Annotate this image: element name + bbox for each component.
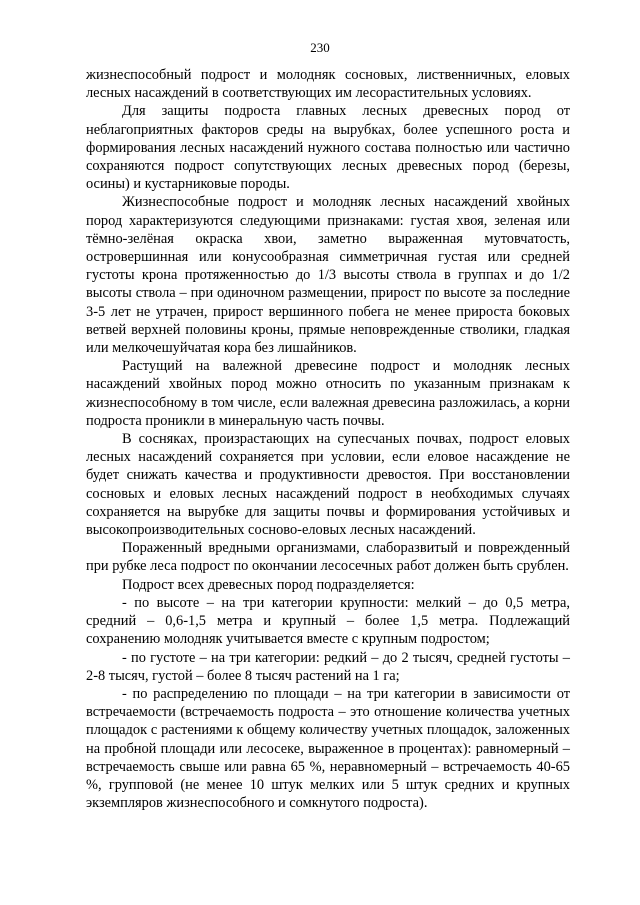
paragraph: Жизнеспособные подрост и молодняк лесных насаждений хвойных пород характеризуются следующими признаками: густая хвоя, зеленая или тёмно-зелёная окраска хвои, заметно выраженная мутовчатость, островершинная или конусообразная симметричная густая или средней густоты крона протяженностью до 1/3 высоты ствола в группах и до 1/2 высоты ствола – при одиночном размещении, прирост по высоте за последние 3-5 лет не утрачен, прирост вершинного побега не менее прироста боковых ветвей верхней половины кроны, прямые неповрежденные стволики, гладкая или мелкочешуйчатая кора без лишайников.	[86, 194, 570, 357]
paragraph: Пораженный вредными организмами, слаборазвитый и поврежденный при рубке леса подрост по окончании лесосечных работ должен быть срублен.	[86, 540, 570, 575]
paragraph: жизнеспособный подрост и молодняк сосновых, лиственничных, еловых лесных насаждений в соответствующих им лесорастительных условиях.	[86, 67, 570, 102]
list-item: - по высоте – на три категории крупности: мелкий – до 0,5 метра, средний – 0,6-1,5 метра и крупный – более 1,5 метра. Подлежащий сохранению молодняк учитывается вместе с крупным подростом;	[86, 594, 570, 648]
paragraph: Подрост всех древесных пород подразделяется:	[122, 576, 415, 593]
paragraph: В сосняках, произрастающих на супесчаных почвах, подрост еловых лесных насаждений сохраняется при условии, если еловое насаждение не будет снижать качества и продуктивности древостоя. При восстановлении сосновых и еловых лесных насаждений подрост в необходимых случаях сохраняется на вырубке для защиты почвы и формирования устойчивых и высокопроизводительных сосново-еловых лесных насаждений.	[86, 431, 570, 539]
page-number: 230	[310, 40, 330, 55]
list-item: - по густоте – на три категории: редкий – до 2 тысяч, средней густоты – 2-8 тысяч, густой – более 8 тысяч растений на 1 га;	[86, 649, 570, 684]
paragraph: Для защиты подроста главных лесных древесных пород от неблагоприятных факторов среды на вырубках, более успешного роста и формирования лесных насаждений нужного состава полностью или частично сохраняются подрост сопутствующих лесных древесных пород (березы, осины) и кустарниковые породы.	[86, 103, 570, 193]
document-body	[86, 66, 570, 812]
paragraph: Растущий на валежной древесине подрост и молодняк лесных насаждений хвойных пород можно относить по указанным признакам к жизнеспособному в том числе, если валежная древесина разложилась, а корни подроста проникли в минеральную часть почвы.	[86, 358, 570, 429]
list-item: - по распределению по площади – на три категории в зависимости от встречаемости (встречаемость подроста – это отношение количества учетных площадок с растениями к общему количеству учетных площадок, заложенных на пробной площади или лесосеке, выраженное в процентах): равномерный – встречаемость свыше или равна 65 %, неравномерный – встречаемость 40-65 %, групповой (не менее 10 штук мелких или 5 штук средних и крупных экземпляров жизнеспособного и сомкнутого подроста).	[86, 685, 570, 812]
